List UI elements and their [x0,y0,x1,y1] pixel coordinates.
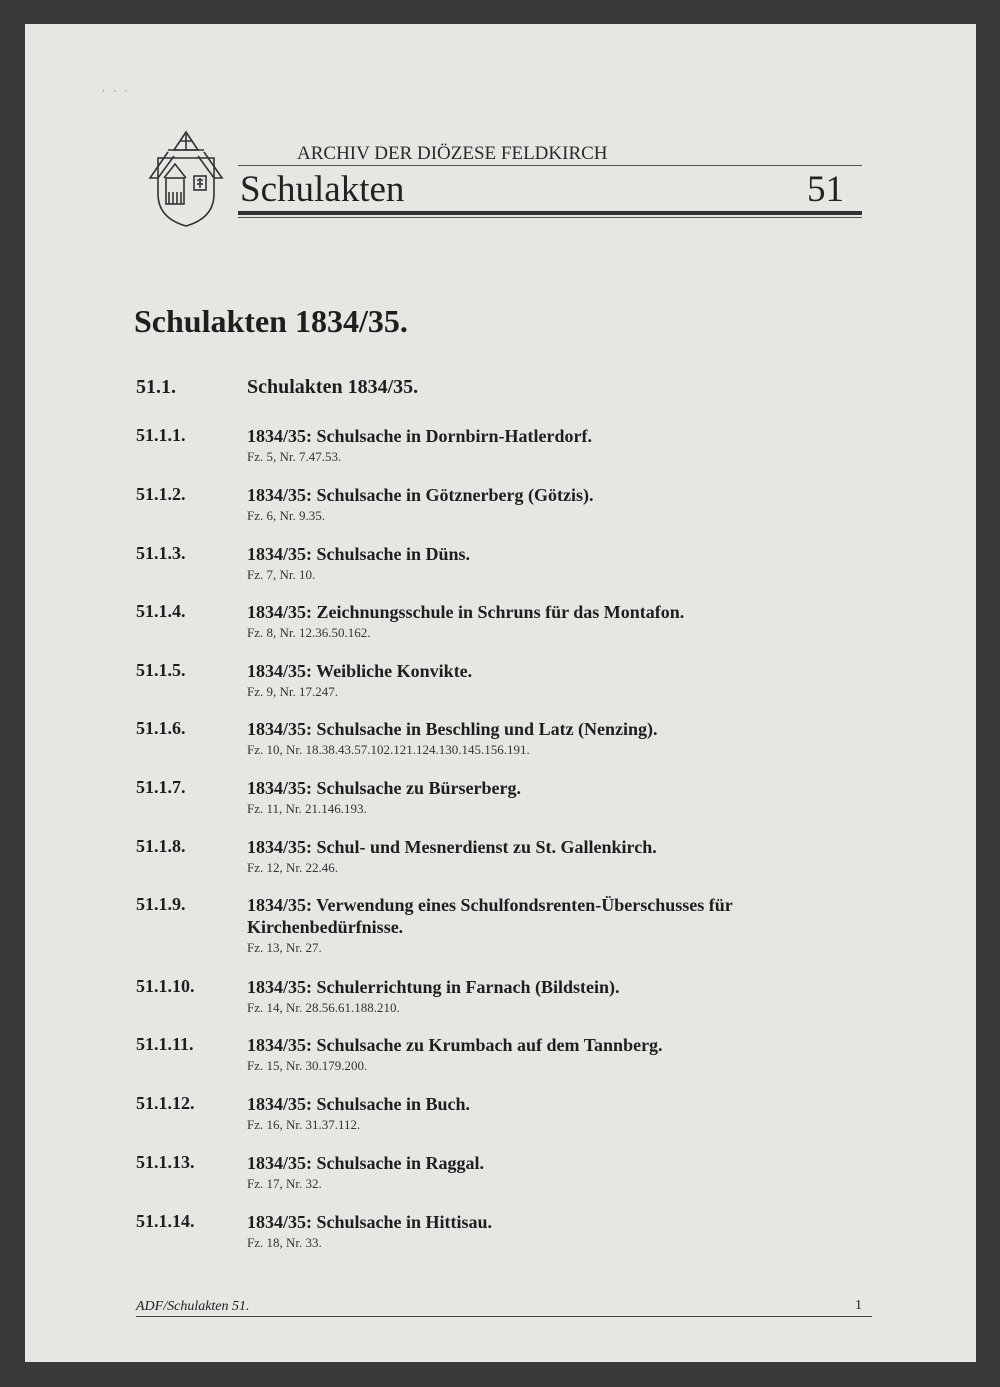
entry-number: 51.1.7. [136,777,186,797]
entry-body [247,836,807,877]
entry-number: 51.1.12. [136,1093,195,1113]
entry-title: 1834/35: Schulsache zu Bürserberg. [247,778,521,798]
entry-body [247,777,807,818]
main-entry-label: Schulakten 1834/35. [247,376,419,398]
entry-reference: Fz. 13, Nr. 27. [247,940,322,955]
entry-body [247,484,807,525]
entry-number: 51.1.9. [136,894,186,914]
entry-title: 1834/35: Zeichnungsschule in Schruns für das Montafon. [247,602,685,622]
entry-reference: Fz. 18, Nr. 33. [247,1235,322,1250]
footer-rule [136,1316,872,1317]
entry-number: 51.1.8. [136,836,186,856]
entry-number: 51.1.13. [136,1152,195,1172]
entry-title: 1834/35: Schulsache in Götznerberg (Götzis). [247,485,594,505]
document-number: 51 [807,169,844,210]
scan-specks: · · · [102,86,131,96]
entry-body [247,660,807,701]
header-rule-top [238,165,862,166]
entry-number: 51.1.10. [136,976,195,996]
entry-number: 51.1.3. [136,543,186,563]
entry-number: 51.1.1. [136,425,186,445]
entry-title: 1834/35: Schulerrichtung in Farnach (Bildstein). [247,977,620,997]
section-title: Schulakten 1834/35. [134,303,408,339]
entry-number: 51.1.6. [136,718,186,738]
entry-body [247,894,807,957]
entry-number: 51.1.5. [136,660,186,680]
entry-number: 51.1.11. [136,1034,194,1054]
entry-reference: Fz. 12, Nr. 22.46. [247,860,338,875]
document-title: Schulakten [240,169,405,210]
entry-reference: Fz. 5, Nr. 7.47.53. [247,449,342,464]
entry-reference: Fz. 11, Nr. 21.146.193. [247,801,367,816]
entry-title: 1834/35: Weibliche Konvikte. [247,661,473,681]
entry-number: 51.1.14. [136,1211,195,1231]
header-rule-bottom [238,217,862,218]
entry-reference: Fz. 16, Nr. 31.37.112. [247,1117,361,1132]
entry-reference: Fz. 15, Nr. 30.179.200. [247,1058,368,1073]
entry-title: 1834/35: Schulsache in Dornbirn-Hatlerdorf. [247,426,592,446]
entry-title: 1834/35: Verwendung eines Schulfondsrenten-Überschusses für Kirchenbedürfnisse. [247,895,733,937]
entry-body [247,718,807,759]
entry-body [247,543,807,584]
entry-body [247,1211,807,1252]
main-entry-number: 51.1. [136,376,176,398]
entry-reference: Fz. 10, Nr. 18.38.43.57.102.121.124.130.145.156.191. [247,742,530,757]
diocese-crest-icon [146,128,226,228]
entry-reference: Fz. 8, Nr. 12.36.50.162. [247,625,371,640]
entry-title: 1834/35: Schulsache in Düns. [247,544,471,564]
page-number: 1 [855,1298,862,1313]
entry-body [247,1034,807,1075]
entry-title: 1834/35: Schul- und Mesnerdienst zu St. Gallenkirch. [247,837,657,857]
entry-number: 51.1.4. [136,601,186,621]
entry-reference: Fz. 6, Nr. 9.35. [247,508,325,523]
entry-title: 1834/35: Schulsache zu Krumbach auf dem Tannberg. [247,1035,663,1055]
entry-body [247,601,807,642]
entry-body [247,425,807,466]
footer-reference: ADF/Schulakten 51. [136,1299,250,1314]
entry-title: 1834/35: Schulsache in Beschling und Latz (Nenzing). [247,719,658,739]
entry-title: 1834/35: Schulsache in Hittisau. [247,1212,493,1232]
entry-title: 1834/35: Schulsache in Buch. [247,1094,471,1114]
header-rule-thick [238,211,862,215]
entry-reference: Fz. 14, Nr. 28.56.61.188.210. [247,1000,400,1015]
entry-body [247,976,807,1017]
entry-reference: Fz. 7, Nr. 10. [247,567,316,582]
entry-number: 51.1.2. [136,484,186,504]
entry-title: 1834/35: Schulsache in Raggal. [247,1153,485,1173]
entry-reference: Fz. 17, Nr. 32. [247,1176,322,1191]
entry-body [247,1093,807,1134]
entry-body [247,1152,807,1193]
entry-reference: Fz. 9, Nr. 17.247. [247,684,338,699]
archive-name: ARCHIV DER DIÖZESE FELDKIRCH [297,143,608,164]
